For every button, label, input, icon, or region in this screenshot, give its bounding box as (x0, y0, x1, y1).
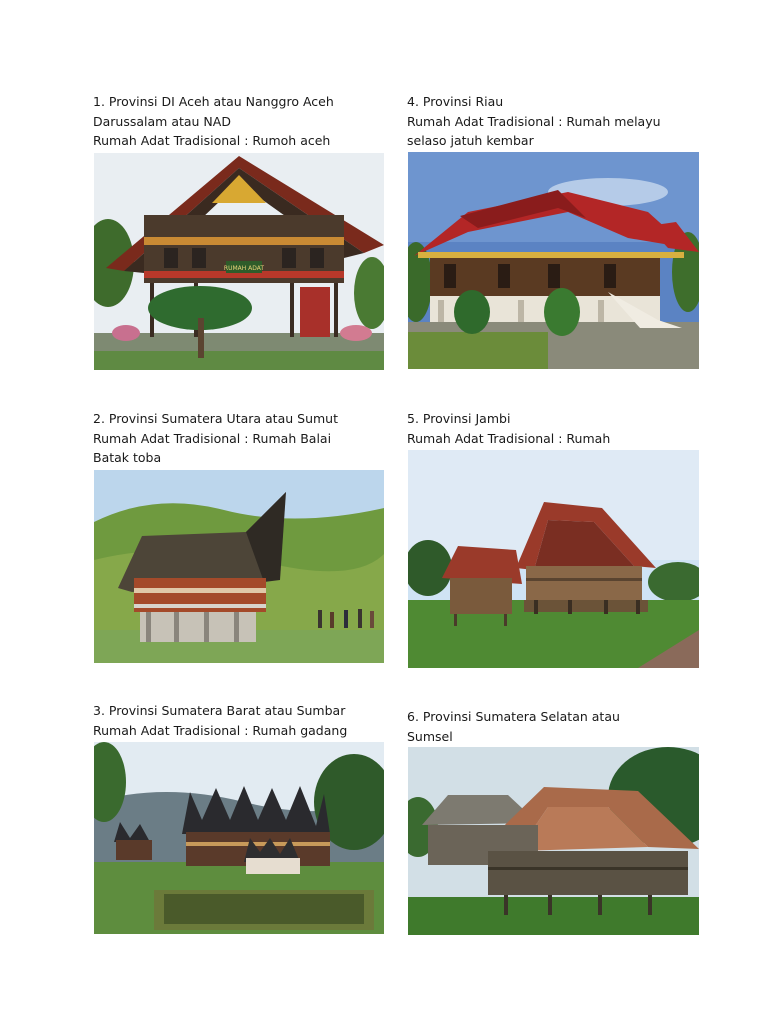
house-name: Rumah Adat Tradisional : Rumoh aceh (93, 133, 331, 148)
province-heading: 5. Provinsi Jambi (407, 411, 511, 426)
house-name: Rumah Adat Tradisional : Rumah gadang (93, 722, 348, 738)
photo-balai-batak-toba (94, 470, 384, 663)
caption-aceh (93, 92, 353, 151)
photo-rumah-melayu (408, 152, 699, 369)
house-name: Rumah Adat Tradisional : Rumah (407, 430, 611, 446)
province-heading: 2. Provinsi Sumatera Utara atau Sumut (93, 411, 338, 426)
caption-sumbar (93, 701, 353, 740)
house-sign: RUMAH ADAT (223, 265, 265, 272)
house-name: Rumah Adat Tradisional : Rumah melayu selaso jatuh kembar (407, 113, 661, 148)
caption-sumut (93, 409, 353, 468)
province-heading: 4. Provinsi Riau (407, 94, 504, 109)
caption-riau (407, 92, 667, 151)
photo-rumah-panggung (408, 450, 699, 668)
province-heading: 6. Provinsi Sumatera Selatan atau Sumsel (407, 709, 620, 744)
photo-rumah-limas (408, 747, 699, 935)
photo-rumoh-aceh (94, 153, 384, 370)
province-heading: 3. Provinsi Sumatera Barat atau Sumbar (93, 703, 346, 718)
house-name: Rumah Adat Tradisional : Rumah Balai Batak toba (93, 430, 332, 465)
photo-rumah-gadang (94, 742, 384, 934)
province-heading: 1. Provinsi DI Aceh atau Nanggro Aceh Darussalam atau NAD (93, 94, 334, 129)
